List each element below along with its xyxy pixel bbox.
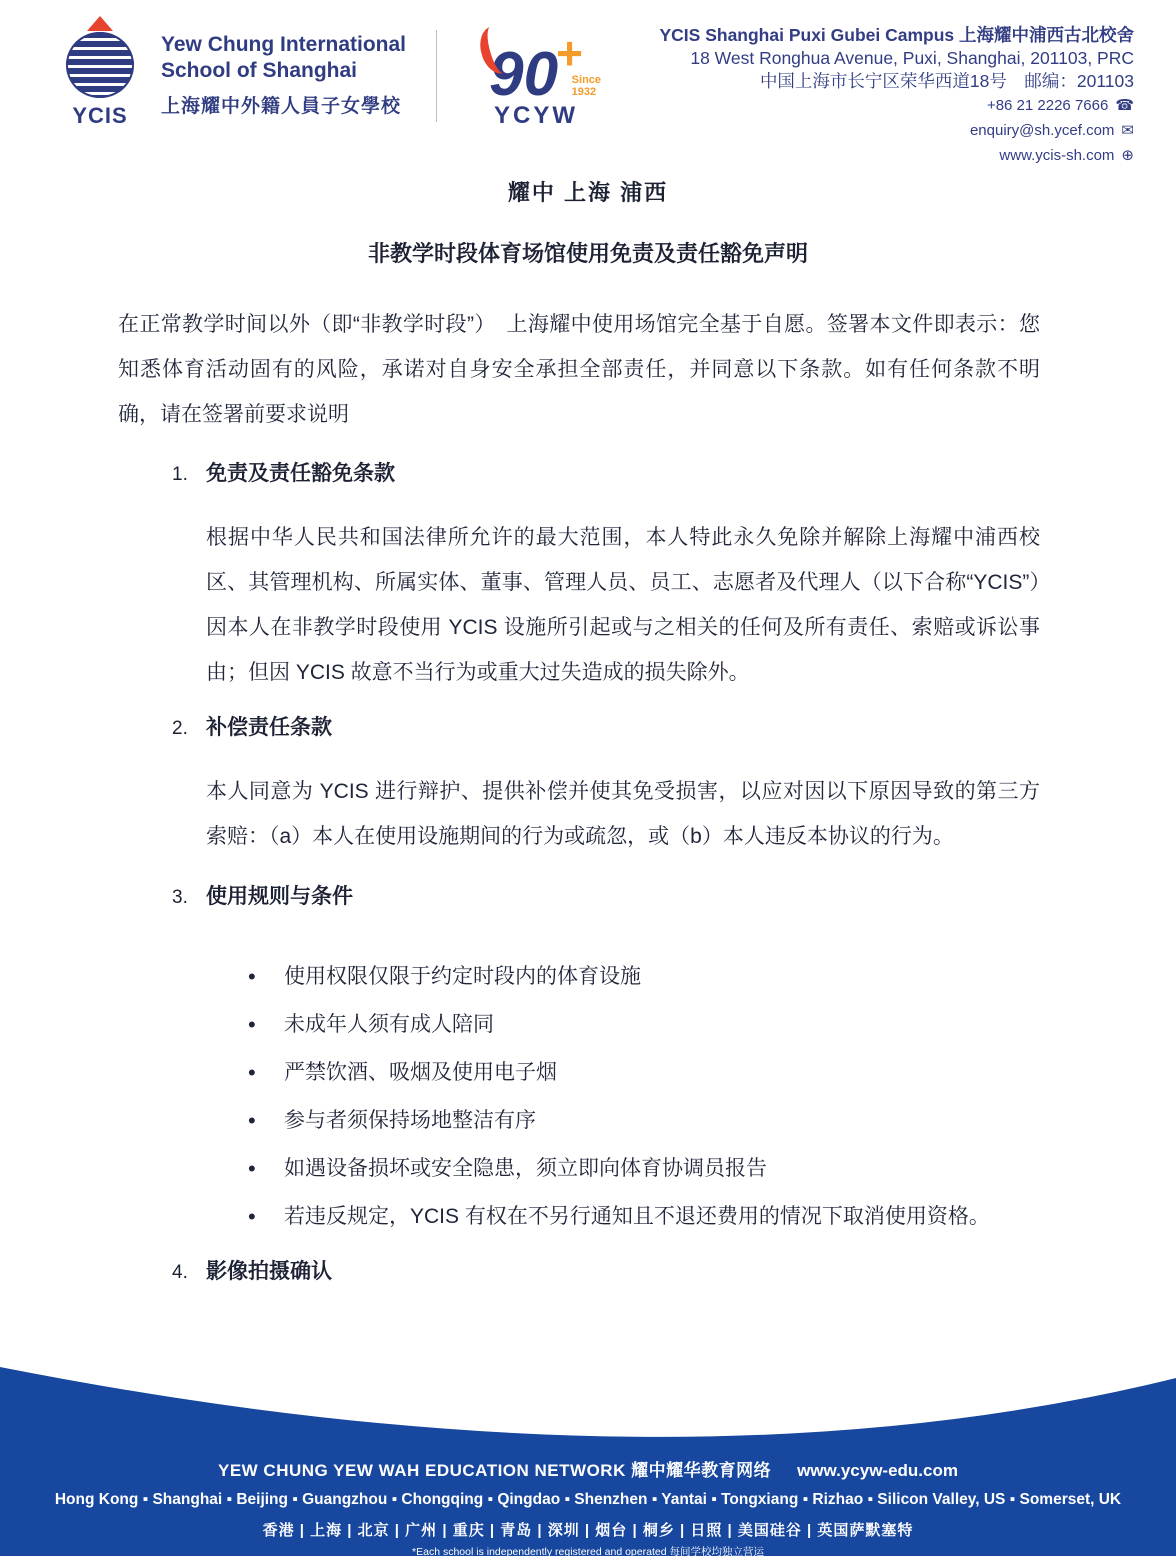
intro-paragraph: 在正常教学时间以外（即“非教学时段”） 上海耀中使用场馆完全基于自愿。签署本文件即表示：您知悉体育活动固有的风险，承诺对自身安全承担全部责任，并同意以下条款。如有任何条款不明确，请在签署前要求说明 [118, 313, 1040, 426]
rule-item [248, 1146, 1040, 1191]
section-number: 4. [172, 1262, 188, 1283]
ycyw-acronym: YCYW [494, 102, 579, 129]
rule-item [248, 1194, 1040, 1239]
rule-text: 参与者须保持场地整洁有序 [284, 1109, 536, 1132]
phone-icon: ☎ [1115, 97, 1134, 114]
ycis-acronym: YCIS [72, 103, 128, 128]
email-address: enquiry@sh.ycef.com [969, 122, 1115, 139]
section-3 [172, 880, 1040, 1239]
web-globe-icon: ⊕ [1121, 147, 1134, 164]
school-name-zh: 上海耀中外籍人員子女學校 [161, 96, 402, 117]
school-name-en-line1: Yew Chung International [161, 33, 407, 56]
section-2-body: 本人同意为 YCIS 进行辩护、提供补偿并使其免受损害，以应对因以下原因导致的第三方索赔：（a）本人在使用设施期间的行为或疏忽，或（b）本人违反本协议的行为。 [206, 780, 1040, 848]
section-1-body: 根据中华人民共和国法律所允许的最大范围，本人特此永久免除并解除上海耀中浦西校区、其管理机构、所属实体、董事、管理人员、员工、志愿者及代理人（以下合称“YCIS”）因本人在非教学时段使用 YCIS 设施所引起或与之相关的任何及所有责任、索赔或诉讼事由；但因 YCIS 故意不当行为或重大过失造成的损失除外。 [206, 526, 1040, 684]
page-title: 耀中 上海 浦西 [507, 180, 669, 205]
plus-icon: + [556, 27, 583, 79]
rules-list [248, 954, 1040, 1239]
email-icon: ✉ [1121, 122, 1134, 139]
section-number: 1. [172, 464, 188, 485]
phone-number: +86 21 2226 7666 [986, 97, 1109, 114]
since-1932-label: Since 1932 [571, 74, 602, 98]
rule-text: 若违反规定，YCIS 有权在不另行通知且不退还费用的情况下取消使用资格。 [284, 1205, 990, 1228]
anniversary-number: 90+ [489, 22, 583, 106]
footer-cities-en: Hong Kong ▪ Shanghai ▪ Beijing ▪ Guangzhou ▪ Chongqing ▪ Qingdao ▪ Shenzhen ▪ Yantai ▪ Tongxiang ▪ Rizhao ▪ Silicon Valley, US ▪ Somerset, UK [54, 1491, 1122, 1508]
footer-disclaimer: *Each school is independently registered and operated 每间学校均独立营运 [412, 1546, 764, 1556]
section-4-heading: 4. 影像拍摄确认 [172, 1260, 332, 1283]
footer-cities-zh: 香港 | 上海 | 北京 | 广州 | 重庆 | 青岛 | 深圳 | 烟台 | 桐乡 | 日照 | 美国硅谷 | 英国萨默塞特 [262, 1522, 914, 1539]
website-url: www.ycis-sh.com [999, 147, 1115, 164]
address-zh: 中国上海市长宁区荣华西道18号 邮编：201103 [759, 71, 1134, 91]
rule-text: 如遇设备损坏或安全隐患，须立即向体育协调员报告 [284, 1157, 767, 1180]
address-en: 18 West Ronghua Avenue, Puxi, Shanghai, 201103, PRC [690, 48, 1134, 68]
rule-item [248, 1002, 1040, 1047]
bullet-icon: • [248, 964, 256, 989]
bullet-icon: • [248, 1108, 256, 1133]
section-3-heading: 3. 使用规则与条件 [172, 885, 353, 908]
bullet-icon: • [248, 1156, 256, 1181]
network-name: YEW CHUNG YEW WAH EDUCATION NETWORK 耀中耀华教育网络 [217, 1461, 772, 1480]
section-1 [172, 457, 1040, 695]
school-name-en-line2: School of Shanghai [161, 59, 358, 82]
network-website: www.ycyw-edu.com [797, 1461, 958, 1480]
bullet-icon: • [248, 1012, 256, 1037]
rule-text: 严禁饮酒、吸烟及使用电子烟 [284, 1061, 557, 1084]
rule-item [248, 1050, 1040, 1095]
section-number: 2. [172, 718, 188, 739]
bullet-icon: • [248, 1060, 256, 1085]
section-1-heading: 1. 免责及责任豁免条款 [172, 462, 395, 485]
section-2 [172, 711, 1040, 859]
footer [0, 1360, 1176, 1556]
footer-network-line [0, 1456, 1176, 1481]
rule-text: 使用权限仅限于约定时段内的体育设施 [284, 965, 641, 988]
bullet-icon: • [248, 1204, 256, 1229]
rule-item [248, 1098, 1040, 1143]
section-2-heading: 2. 补偿责任条款 [172, 716, 332, 739]
document-title: 非教学时段体育场馆使用免责及责任豁免声明 [367, 241, 808, 266]
section-4 [172, 1255, 1040, 1285]
rule-text: 未成年人须有成人陪同 [284, 1013, 494, 1036]
campus-name: YCIS Shanghai Puxi Gubei Campus 上海耀中浦西古北校舍 [659, 25, 1134, 45]
rule-item [248, 954, 1040, 999]
section-number: 3. [172, 887, 188, 908]
